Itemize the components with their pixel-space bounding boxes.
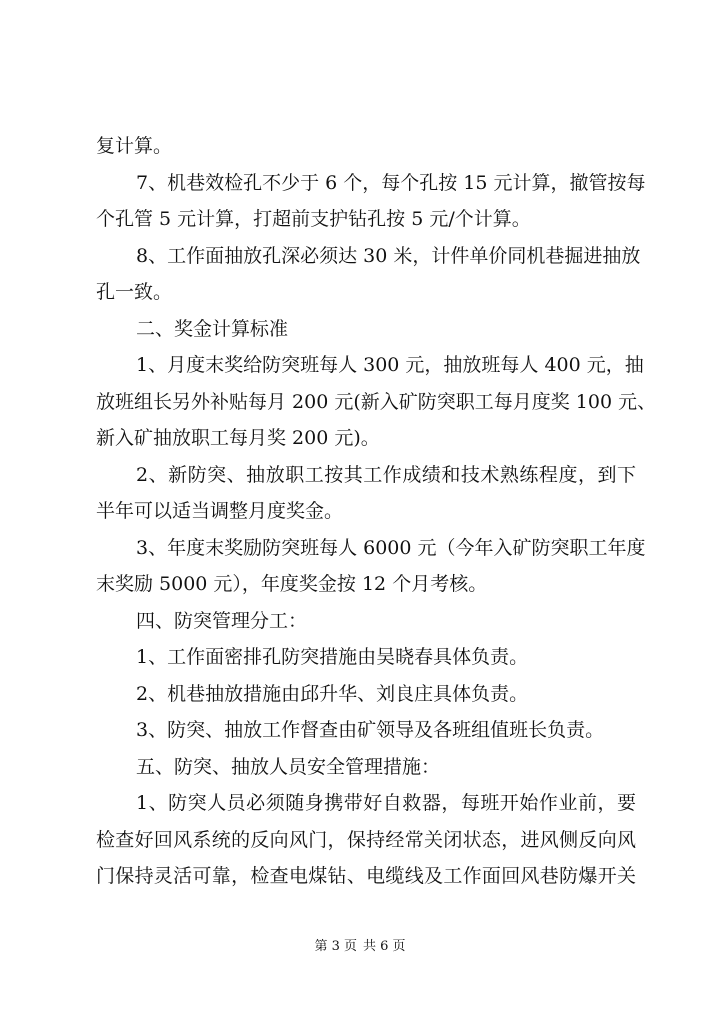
text-line: 1、防突人员必须随身携带好自救器，每班开始作业前，要 — [136, 792, 636, 814]
page-footer — [0, 938, 720, 956]
document-body — [96, 128, 657, 895]
text-line: 检查好回风系统的反向风门，保持经常关闭状态，进风侧反向风 — [96, 828, 636, 851]
page-total: 共 6 页 — [363, 939, 406, 954]
page-number: 第 3 页 — [314, 939, 357, 954]
text-line: 1、月度末奖给防突班每人 300 元，抽放班每人 400 元，抽 — [136, 354, 644, 376]
text-line: 半年可以适当调整月度奖金。 — [96, 500, 344, 522]
text-line: 门保持灵活可靠，检查电煤钻、电缆线及工作面回风巷防爆开关 — [96, 865, 636, 887]
text-line: 3、年度末奖励防突班每人 6000 元（今年入矿防突职工年度 — [136, 536, 646, 559]
text-line: 放班组长另外补贴每月 200 元(新入矿防突职工每月度奖 100 元、 — [96, 390, 657, 413]
text-line: 末奖励 5000 元），年度奖金按 12 个月考核。 — [96, 573, 488, 595]
text-line: 7、机巷效检孔不少于 6 个，每个孔按 15 元计算，撤管按每 — [136, 171, 646, 194]
text-line: 2、新防突、抽放职工按其工作成绩和技术熟练程度，到下 — [136, 463, 636, 486]
section-heading: 五、防突、抽放人员安全管理措施： — [136, 755, 441, 778]
text-line: 复计算。 — [96, 135, 173, 157]
text-line: 8、工作面抽放孔深必须达 30 米，计件单价同机巷掘进抽放 — [136, 244, 641, 267]
text-line: 个孔管 5 元计算，打超前支护钻孔按 5 元/个计算。 — [96, 208, 531, 230]
text-line: 新入矿抽放职工每月奖 200 元)。 — [96, 427, 380, 449]
section-heading: 二、奖金计算标准 — [136, 317, 289, 340]
text-line: 孔一致。 — [96, 281, 173, 303]
text-line: 3、防突、抽放工作督查由矿领导及各班组值班长负责。 — [136, 719, 605, 741]
text-line: 1、工作面密排孔防突措施由吴晓春具体负责。 — [136, 646, 529, 668]
text-line: 2、机巷抽放措施由邱升华、刘良庄具体负责。 — [136, 682, 529, 705]
section-heading: 四、防突管理分工： — [136, 609, 308, 632]
